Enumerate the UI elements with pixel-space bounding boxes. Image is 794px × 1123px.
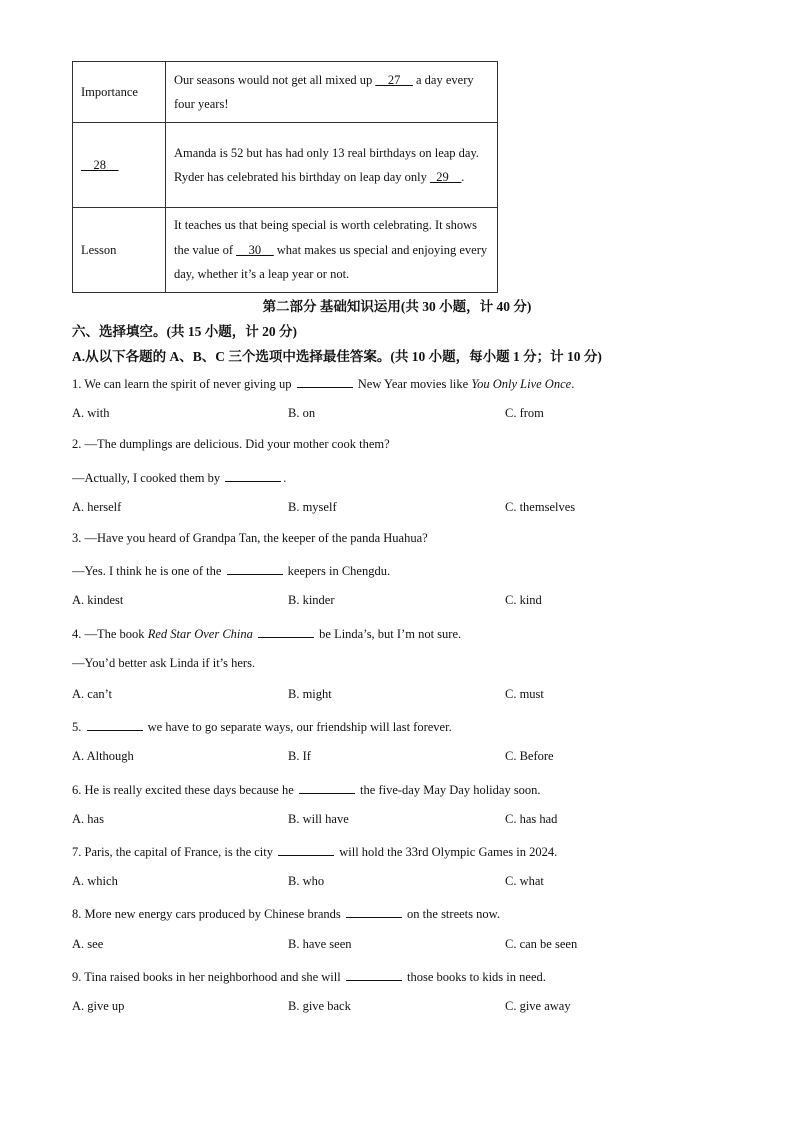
question-5: 5. we have to go separate ways, our friendship will last forever. bbox=[72, 720, 452, 734]
answer-blank[interactable] bbox=[346, 968, 402, 981]
options-5 bbox=[72, 749, 722, 767]
option-a[interactable]: A. kindest bbox=[72, 593, 124, 607]
option-c[interactable]: C. what bbox=[505, 874, 544, 888]
option-c[interactable]: C. themselves bbox=[505, 500, 576, 514]
question-3-reply: —Yes. I think he is one of the keepers in Chengdu. bbox=[72, 564, 391, 578]
option-b[interactable]: B. on bbox=[288, 406, 316, 420]
info-table bbox=[72, 61, 498, 293]
row-head-blank-28: __28__ bbox=[73, 123, 166, 208]
table-row bbox=[73, 62, 498, 123]
option-b[interactable]: B. might bbox=[288, 687, 332, 701]
question-9: 9. Tina raised books in her neighborhood and she will those books to kids in need. bbox=[72, 970, 546, 984]
question-2: 2. —The dumplings are delicious. Did your mother cook them? bbox=[72, 437, 390, 451]
option-b[interactable]: B. will have bbox=[288, 812, 349, 826]
question-4-reply: —You’d better ask Linda if it’s hers. bbox=[72, 656, 256, 670]
question-4: 4. —The book Red Star Over China be Linda’s, but I’m not sure. bbox=[72, 627, 462, 641]
answer-blank[interactable] bbox=[227, 562, 283, 575]
row-body: Amanda is 52 but has had only 13 real birthdays on leap day. Ryder has celebrated his birthday on leap day only _29__. bbox=[166, 123, 498, 208]
question-1: 1. We can learn the spirit of never giving up New Year movies like You Only Live Once. bbox=[72, 377, 575, 391]
answer-blank[interactable] bbox=[225, 469, 281, 482]
options-9 bbox=[72, 999, 722, 1017]
question-6: 6. He is really excited these days because he the five-day May Day holiday soon. bbox=[72, 783, 541, 797]
option-b[interactable]: B. myself bbox=[288, 500, 337, 514]
section-title: 第二部分 基础知识运用(共 30 小题，计 40 分) bbox=[262, 299, 532, 314]
options-7 bbox=[72, 874, 722, 892]
option-a[interactable]: A. see bbox=[72, 937, 104, 951]
option-c[interactable]: C. must bbox=[505, 687, 544, 701]
options-3 bbox=[72, 593, 722, 611]
option-a[interactable]: A. herself bbox=[72, 500, 122, 514]
option-c[interactable]: C. give away bbox=[505, 999, 571, 1013]
option-b[interactable]: B. have seen bbox=[288, 937, 352, 951]
option-b[interactable]: B. kinder bbox=[288, 593, 335, 607]
row-head: Importance bbox=[73, 62, 166, 123]
answer-blank[interactable] bbox=[258, 625, 314, 638]
option-c[interactable]: C. from bbox=[505, 406, 544, 420]
table-row bbox=[73, 208, 498, 293]
options-6 bbox=[72, 812, 722, 830]
part-title: 六、选择填空。(共 15 小题，计 20 分) bbox=[72, 324, 297, 339]
sub-title: A.从以下各题的 A、B、C 三个选项中选择最佳答案。(共 10 小题，每小题 1 分；计 10 分) bbox=[72, 349, 602, 364]
answer-blank[interactable] bbox=[299, 781, 355, 794]
option-c[interactable]: C. can be seen bbox=[505, 937, 578, 951]
question-7: 7. Paris, the capital of France, is the city will hold the 33rd Olympic Games in 2024. bbox=[72, 845, 558, 859]
option-a[interactable]: A. with bbox=[72, 406, 110, 420]
option-a[interactable]: A. can’t bbox=[72, 687, 113, 701]
option-a[interactable]: A. Although bbox=[72, 749, 134, 763]
table-row bbox=[73, 123, 498, 208]
option-a[interactable]: A. which bbox=[72, 874, 118, 888]
question-8: 8. More new energy cars produced by Chinese brands on the streets now. bbox=[72, 907, 500, 921]
row-body: Our seasons would not get all mixed up __27__ a day every four years! bbox=[166, 62, 498, 123]
options-2 bbox=[72, 500, 722, 518]
answer-blank[interactable] bbox=[346, 905, 402, 918]
option-b[interactable]: B. who bbox=[288, 874, 325, 888]
options-4 bbox=[72, 687, 722, 705]
question-3: 3. —Have you heard of Grandpa Tan, the keeper of the panda Huahua? bbox=[72, 531, 428, 545]
options-8 bbox=[72, 937, 722, 955]
option-a[interactable]: A. has bbox=[72, 812, 104, 826]
option-b[interactable]: B. give back bbox=[288, 999, 351, 1013]
option-a[interactable]: A. give up bbox=[72, 999, 125, 1013]
option-c[interactable]: C. Before bbox=[505, 749, 554, 763]
question-2-reply: —Actually, I cooked them by . bbox=[72, 471, 287, 485]
option-c[interactable]: C. has had bbox=[505, 812, 558, 826]
blank-29: _29__ bbox=[430, 170, 462, 184]
answer-blank[interactable] bbox=[278, 843, 334, 856]
option-b[interactable]: B. If bbox=[288, 749, 311, 763]
answer-blank[interactable] bbox=[297, 375, 353, 388]
row-head: Lesson bbox=[73, 208, 166, 293]
row-body: It teaches us that being special is worth celebrating. It shows the value of __30__ what makes us special and enjoying every day, whether it’s a leap year or not. bbox=[166, 208, 498, 293]
option-c[interactable]: C. kind bbox=[505, 593, 542, 607]
answer-blank[interactable] bbox=[87, 718, 143, 731]
blank-27: __27__ bbox=[375, 72, 413, 87]
blank-30: __30__ bbox=[236, 242, 274, 257]
options-1 bbox=[72, 406, 722, 424]
